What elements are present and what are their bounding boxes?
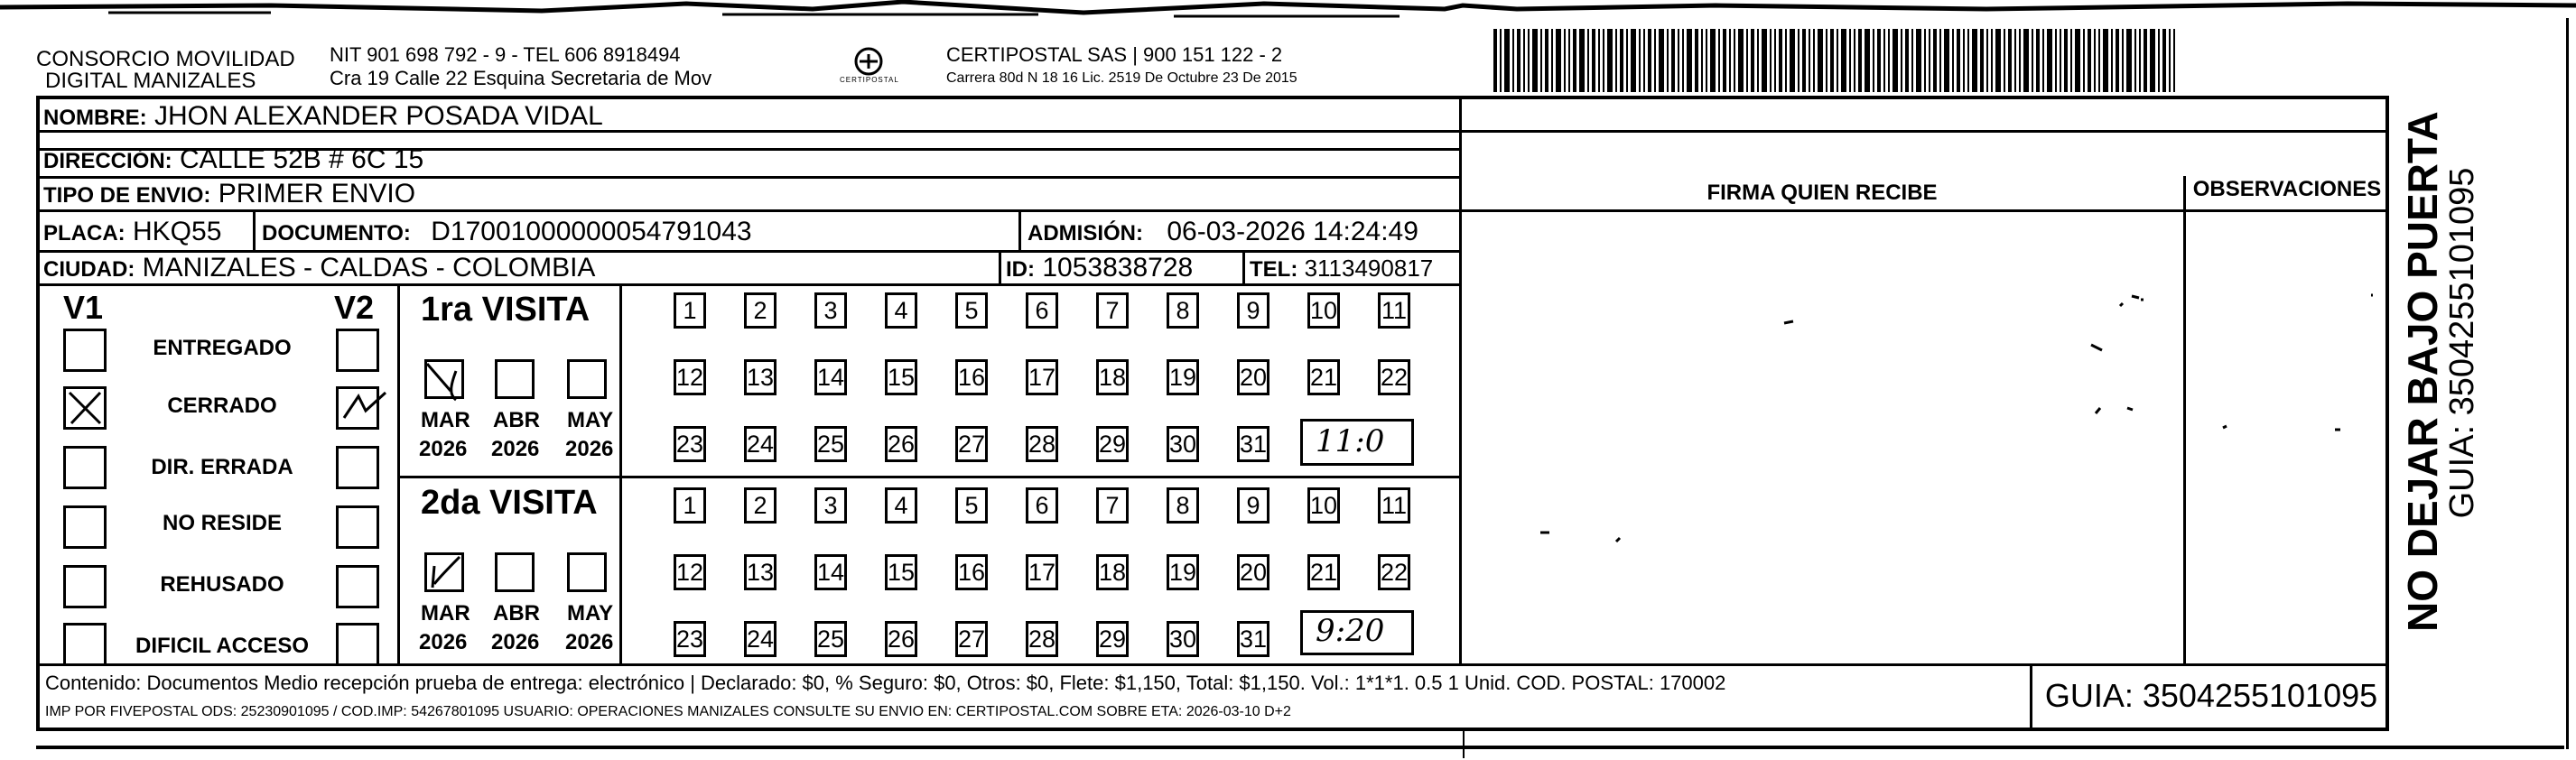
first-visit-day-13[interactable]: 13 <box>744 359 777 395</box>
status-cerrado: CERRADO <box>167 394 277 418</box>
address-row <box>43 144 423 175</box>
status-dificil-acceso: DIFICIL ACCESO <box>135 634 309 658</box>
torn-edge-graphic <box>0 0 2576 20</box>
x-mark-icon <box>66 389 104 427</box>
second-visit-day-24[interactable]: 24 <box>744 621 777 657</box>
second-visit-month-may: MAY <box>567 601 614 626</box>
first-visit-day-29[interactable]: 29 <box>1096 426 1129 462</box>
second-visit-day-9[interactable]: 9 <box>1237 487 1269 524</box>
v2-checkbox-dificil-acceso[interactable] <box>336 623 379 666</box>
nit-line: NIT 901 698 792 - 9 - TEL 606 8918494 <box>330 43 681 66</box>
first-visit-day-9[interactable]: 9 <box>1237 292 1269 329</box>
v1-checkbox-entregado[interactable] <box>63 329 107 372</box>
month-checkbox-may-2[interactable] <box>567 552 607 592</box>
first-visit-day-27[interactable]: 27 <box>955 426 988 462</box>
id-value: 1053838728 <box>1042 253 1194 283</box>
document-value: D17001000000054791043 <box>431 217 752 246</box>
second-visit-day-30[interactable]: 30 <box>1167 621 1199 657</box>
first-visit-year-abr: 2026 <box>491 437 540 461</box>
second-visit-month-abr: ABR <box>493 601 540 626</box>
first-visit-day-5[interactable]: 5 <box>955 292 988 329</box>
name-value: JHON ALEXANDER POSADA VIDAL <box>154 101 603 131</box>
check-mark-icon <box>339 384 393 427</box>
second-visit-day-26[interactable]: 26 <box>885 621 917 657</box>
second-visit-time: 9:20 <box>1316 613 1385 649</box>
address-label: DIRECCIÓN: <box>43 149 172 173</box>
first-visit-day-6[interactable]: 6 <box>1026 292 1058 329</box>
right-edge <box>2566 18 2569 749</box>
first-visit-day-7[interactable]: 7 <box>1096 292 1129 329</box>
second-visit-time-box[interactable] <box>1300 610 1414 655</box>
tel-value: 3113490817 <box>1304 255 1434 282</box>
second-visit-day-10[interactable]: 10 <box>1307 487 1340 524</box>
first-visit-day-30[interactable]: 30 <box>1167 426 1199 462</box>
first-visit-month-mar: MAR <box>421 408 470 432</box>
top-edge <box>0 0 2576 20</box>
second-visit-day-1[interactable]: 1 <box>674 487 706 524</box>
col-divider <box>619 283 622 663</box>
first-visit-day-23[interactable]: 23 <box>674 426 706 462</box>
admission-label: ADMISIÓN: <box>1028 221 1143 246</box>
name-label: NOMBRE: <box>43 106 147 130</box>
admission-cell <box>1028 217 1418 247</box>
v1-checkbox-dificil-acceso[interactable] <box>63 623 107 666</box>
second-visit-year-may: 2026 <box>565 630 614 654</box>
second-visit-day-17[interactable]: 17 <box>1026 554 1058 590</box>
v1-label: V1 <box>63 289 104 326</box>
bottom-edge <box>36 746 2564 749</box>
fold-mark <box>1463 731 1465 758</box>
second-visit-day-28[interactable]: 28 <box>1026 621 1058 657</box>
month-checkbox-may-1[interactable] <box>567 359 607 399</box>
city-label: CIUDAD: <box>43 257 135 282</box>
courier-line1: CERTIPOSTAL SAS | 900 151 122 - 2 <box>946 43 1283 66</box>
footer-guide: GUIA: 3504255101095 <box>2044 677 2378 714</box>
second-visit-day-25[interactable]: 25 <box>814 621 847 657</box>
second-visit-title: 2da VISITA <box>421 484 598 522</box>
second-visit-day-14[interactable]: 14 <box>814 554 847 590</box>
logo-caption: CERTIPOSTAL <box>840 76 899 84</box>
visit-divider <box>397 476 1459 478</box>
document-label: DOCUMENTO: <box>262 221 411 246</box>
scan-specks <box>1459 209 2389 663</box>
second-visit-day-11[interactable]: 11 <box>1378 487 1410 524</box>
first-visit-day-19[interactable]: 19 <box>1167 359 1199 395</box>
check-mark-icon <box>423 548 469 593</box>
plate-cell <box>43 217 221 247</box>
first-visit-day-22[interactable]: 22 <box>1378 359 1410 395</box>
second-visit-day-8[interactable]: 8 <box>1167 487 1199 524</box>
second-visit-day-3[interactable]: 3 <box>814 487 847 524</box>
first-visit-day-11[interactable]: 11 <box>1378 292 1410 329</box>
first-visit-day-21[interactable]: 21 <box>1307 359 1340 395</box>
name-row <box>43 101 603 132</box>
second-visit-year-abr: 2026 <box>491 630 540 654</box>
first-visit-day-1[interactable]: 1 <box>674 292 706 329</box>
col-divider <box>1242 250 1245 283</box>
tel-cell <box>1250 255 1433 283</box>
first-visit-day-26[interactable]: 26 <box>885 426 917 462</box>
col-divider <box>2030 663 2032 731</box>
v1-checkbox-no-reside[interactable] <box>63 505 107 549</box>
first-visit-day-4[interactable]: 4 <box>885 292 917 329</box>
col-divider <box>397 283 400 663</box>
v1-checkbox-cerrado[interactable] <box>63 386 107 430</box>
courier-line2: Carrera 80d N 18 16 Lic. 2519 De Octubre 23 De 2015 <box>946 70 1297 86</box>
footer-print-line: IMP POR FIVEPOSTAL ODS: 25230901095 / COD.IMP: 54267801095 USUARIO: OPERACIONES MANIZALES CONSULTE SU ENVIO EN: CERTIPOSTAL.COM SOBRE ETA: 2026-03-10 D+2 <box>45 704 1291 719</box>
first-visit-time-box[interactable] <box>1300 419 1414 466</box>
first-visit-day-2[interactable]: 2 <box>744 292 777 329</box>
first-visit-day-20[interactable]: 20 <box>1237 359 1269 395</box>
month-checkbox-abr-1[interactable] <box>495 359 535 399</box>
second-visit-day-20[interactable]: 20 <box>1237 554 1269 590</box>
first-visit-day-12[interactable]: 12 <box>674 359 706 395</box>
col-divider <box>253 209 256 250</box>
second-visit-day-31[interactable]: 31 <box>1237 621 1269 657</box>
header <box>36 43 1445 97</box>
city-cell <box>43 253 595 283</box>
plate-label: PLACA: <box>43 221 126 246</box>
first-visit-year-mar: 2026 <box>419 437 468 461</box>
company-name-line2: DIGITAL MANIZALES <box>45 69 256 93</box>
second-visit-day-4[interactable]: 4 <box>885 487 917 524</box>
no-dejar-bajo-puerta: NO DEJAR BAJO PUERTA <box>2399 111 2446 632</box>
first-visit-day-10[interactable]: 10 <box>1307 292 1340 329</box>
second-visit-day-23[interactable]: 23 <box>674 621 706 657</box>
second-visit-day-29[interactable]: 29 <box>1096 621 1129 657</box>
second-visit-day-6[interactable]: 6 <box>1026 487 1058 524</box>
company-address: Cra 19 Calle 22 Esquina Secretaria de Mov <box>330 67 712 89</box>
first-visit-day-25[interactable]: 25 <box>814 426 847 462</box>
side-guide: GUIA: 3504255101095 <box>2443 167 2481 519</box>
first-visit-day-17[interactable]: 17 <box>1026 359 1058 395</box>
v2-label: V2 <box>334 289 375 326</box>
second-visit-day-22[interactable]: 22 <box>1378 554 1410 590</box>
second-visit-day-13[interactable]: 13 <box>744 554 777 590</box>
check-mark-icon <box>423 358 478 405</box>
document-cell <box>262 217 752 247</box>
status-no-reside: NO RESIDE <box>162 511 283 535</box>
v2-checkbox-rehusado[interactable] <box>336 565 379 608</box>
second-visit-day-16[interactable]: 16 <box>955 554 988 590</box>
plate-value: HKQ55 <box>133 217 222 246</box>
admission-value: 06-03-2026 14:24:49 <box>1167 217 1418 246</box>
status-rehusado: REHUSADO <box>160 572 284 597</box>
signature-header: FIRMA QUIEN RECIBE <box>1706 181 1938 205</box>
tel-label: TEL: <box>1250 257 1298 282</box>
second-visit-month-mar: MAR <box>421 601 470 626</box>
first-visit-day-14[interactable]: 14 <box>814 359 847 395</box>
row-divider <box>36 283 1459 286</box>
month-checkbox-abr-2[interactable] <box>495 552 535 592</box>
v2-checkbox-no-reside[interactable] <box>336 505 379 549</box>
status-dir-errada: DIR. ERRADA <box>151 455 293 479</box>
first-visit-day-18[interactable]: 18 <box>1096 359 1129 395</box>
footer-content-line: Contenido: Documentos Medio recepción prueba de entrega: electrónico | Declarado: $0, % Seguro: $0, Otros: $0, Flete: $1,150, Total: $1,150. Vol.: 1*1*1. 0.5 1 Unid. COD. POSTAL: 170002 <box>45 672 1726 694</box>
shipment-row <box>43 179 415 209</box>
v1-checkbox-rehusado[interactable] <box>63 565 107 608</box>
second-visit-day-12[interactable]: 12 <box>674 554 706 590</box>
second-visit-day-21[interactable]: 21 <box>1307 554 1340 590</box>
shipment-label: TIPO DE ENVIO: <box>43 183 211 208</box>
row-divider <box>36 209 1459 212</box>
first-visit-year-may: 2026 <box>565 437 614 461</box>
first-visit-day-3[interactable]: 3 <box>814 292 847 329</box>
v1-checkbox-dir-errada[interactable] <box>63 446 107 489</box>
shipment-value: PRIMER ENVIO <box>218 179 416 209</box>
v2-checkbox-cerrado[interactable] <box>336 386 379 430</box>
first-visit-month-abr: ABR <box>493 408 540 432</box>
v2-checkbox-dir-errada[interactable] <box>336 446 379 489</box>
first-visit-day-31[interactable]: 31 <box>1237 426 1269 462</box>
first-visit-day-16[interactable]: 16 <box>955 359 988 395</box>
col-divider <box>1018 209 1021 250</box>
id-label: ID: <box>1006 257 1035 282</box>
second-visit-year-mar: 2026 <box>419 630 468 654</box>
first-visit-day-15[interactable]: 15 <box>885 359 917 395</box>
observations-header: OBSERVACIONES <box>2192 177 2382 201</box>
address-value: CALLE 52B # 6C 15 <box>180 144 424 174</box>
first-visit-time: 11:0 <box>1316 423 1385 459</box>
second-visit-day-27[interactable]: 27 <box>955 621 988 657</box>
col-divider <box>999 250 1001 283</box>
second-visit-day-7[interactable]: 7 <box>1096 487 1129 524</box>
certipostal-logo <box>832 43 905 96</box>
first-visit-title: 1ra VISITA <box>421 291 591 329</box>
status-entregado: ENTREGADO <box>153 336 292 360</box>
first-visit-day-8[interactable]: 8 <box>1167 292 1199 329</box>
second-visit-day-18[interactable]: 18 <box>1096 554 1129 590</box>
company-name-line1: CONSORCIO MOVILIDAD <box>36 47 295 71</box>
barcode <box>1493 29 2207 92</box>
second-visit-day-2[interactable]: 2 <box>744 487 777 524</box>
first-visit-day-24[interactable]: 24 <box>744 426 777 462</box>
v2-checkbox-entregado[interactable] <box>336 329 379 372</box>
second-visit-day-15[interactable]: 15 <box>885 554 917 590</box>
city-value: MANIZALES - CALDAS - COLOMBIA <box>142 253 596 283</box>
id-cell <box>1006 253 1193 283</box>
first-visit-day-28[interactable]: 28 <box>1026 426 1058 462</box>
month-checkbox-mar-1[interactable] <box>424 359 464 399</box>
month-checkbox-mar-2[interactable] <box>424 552 464 592</box>
first-visit-month-may: MAY <box>567 408 614 432</box>
second-visit-day-5[interactable]: 5 <box>955 487 988 524</box>
second-visit-day-19[interactable]: 19 <box>1167 554 1199 590</box>
footer-divider <box>36 663 2389 666</box>
